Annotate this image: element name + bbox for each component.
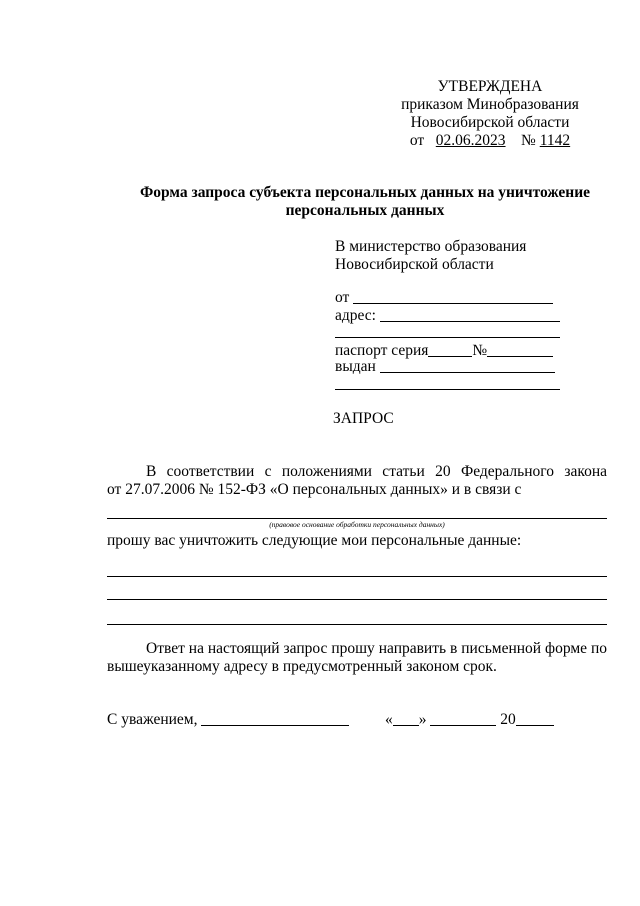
sender-address-field[interactable]	[380, 307, 560, 322]
passport-number-sign: №	[472, 342, 488, 359]
quote-close: »	[418, 711, 427, 728]
signature-row	[107, 711, 349, 729]
recipient-line2: Новосибирской области	[335, 256, 494, 273]
sender-from-field[interactable]	[353, 289, 553, 304]
signature-field[interactable]	[201, 711, 349, 726]
paragraph2-line1: Ответ на настоящий запрос прошу направить в письменной форме по	[146, 640, 607, 657]
paragraph2-line2: вышеуказанному адресу в предусмотренный законом срок.	[107, 658, 497, 675]
year-prefix: 20	[500, 711, 516, 728]
sender-from-label: от	[335, 289, 350, 306]
recipient-line1: В министерство образования	[335, 238, 527, 255]
sender-address-label: адрес:	[335, 307, 376, 324]
approval-region-line: Новосибирской области	[410, 114, 570, 131]
data-line-3[interactable]	[107, 624, 607, 625]
approval-date: 02.06.2023	[435, 132, 506, 149]
passport-series-field[interactable]	[428, 342, 472, 357]
passport-number-field[interactable]	[487, 342, 553, 357]
data-line-2[interactable]	[107, 599, 607, 600]
quote-open: «	[385, 711, 393, 728]
date-year-field[interactable]	[516, 711, 554, 726]
approval-number: 1142	[539, 132, 571, 149]
form-title-line1: Форма запроса субъекта персональных данных на уничтожение	[139, 184, 591, 201]
paragraph1-line1: В соответствии с положениями статьи 20 Федерального закона	[146, 463, 607, 480]
approval-number-label: №	[521, 132, 536, 149]
request-heading: ЗАПРОС	[333, 410, 394, 427]
recipient-block	[335, 238, 526, 274]
request-line: прошу вас уничтожить следующие мои персональные данные:	[107, 532, 522, 549]
form-title-line2: персональных данных	[285, 202, 445, 219]
legal-basis-caption: (правовое основание обработки персональных данных)	[269, 520, 445, 529]
legal-basis-line[interactable]	[107, 518, 607, 519]
paragraph1-line2: от 27.07.2006 № 152-ФЗ «О персональных данных» и в связи с	[107, 481, 522, 498]
sender-issued-row	[335, 358, 555, 376]
sender-from-row	[335, 289, 553, 307]
form-title	[95, 184, 635, 220]
approval-title: УТВЕРЖДЕНА	[437, 78, 543, 95]
sender-issued-line2[interactable]	[335, 389, 560, 390]
date-day-field[interactable]	[393, 711, 419, 726]
data-line-1[interactable]	[107, 576, 607, 577]
approval-block	[395, 78, 585, 150]
regards-label: С уважением,	[107, 711, 198, 728]
sender-issued-label: выдан	[335, 358, 376, 375]
sender-address-row	[335, 307, 560, 325]
sender-passport-label: паспорт серия	[335, 342, 429, 359]
sender-issued-field[interactable]	[380, 358, 555, 373]
sender-address-line2[interactable]	[335, 337, 560, 338]
approval-order-line: приказом Минобразования	[401, 96, 579, 113]
approval-from-label: от	[409, 132, 425, 149]
date-month-field[interactable]	[430, 711, 496, 726]
signature-date-row	[385, 711, 554, 729]
approval-date-line	[395, 132, 585, 150]
